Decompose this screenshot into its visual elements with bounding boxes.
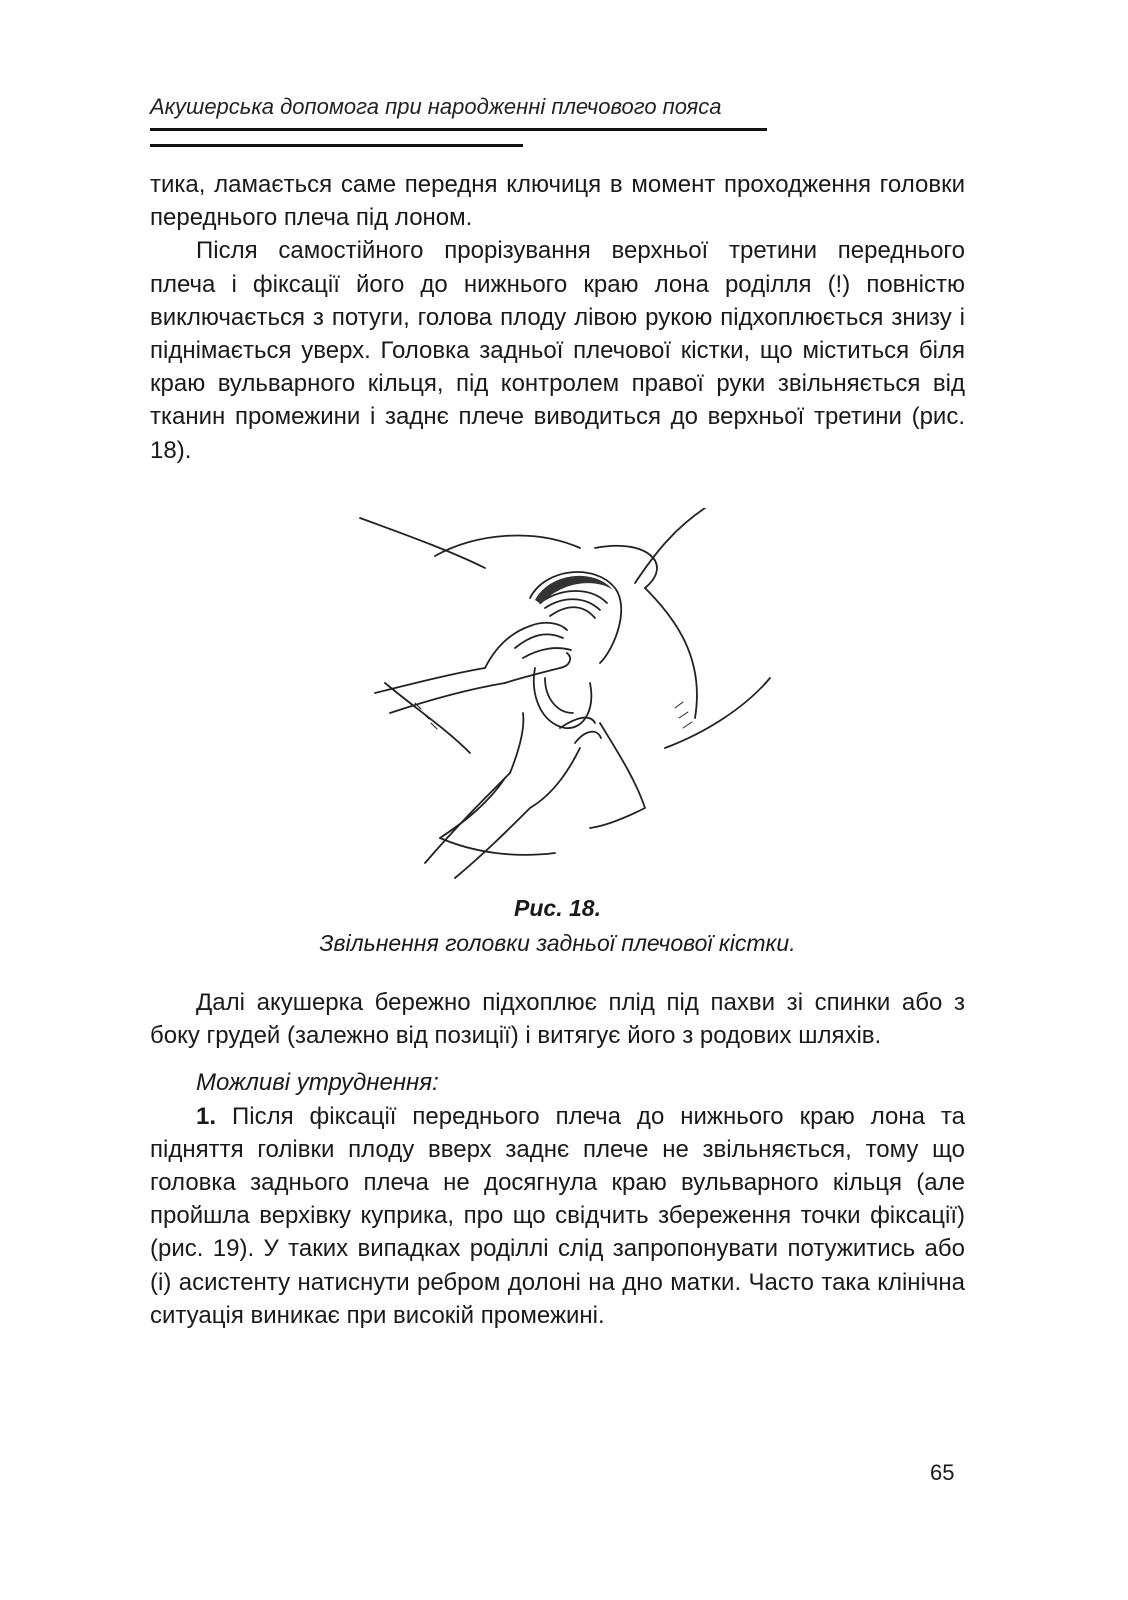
lower-text-block — [150, 986, 965, 1332]
header-rule-short — [150, 144, 523, 147]
page-number: 65 — [930, 1460, 955, 1485]
paragraph-main: Після самостійного прорізування верхньої третини переднього плеча і фіксації його до нижнього краю лона роділля (!) повністю виключається з потуги, голова плоду лівою рукою підхоплюється знизу і піднімається уверх. Головка задньої плечової кістки, що міститься біля краю вульварного кільця, під контролем правої руки звільняється від тканин промежини і заднє плече виводиться до верхньої третини (рис. 18). — [150, 237, 965, 464]
header-rule-long — [150, 128, 767, 131]
difficulty-item-text: Після фіксації переднього плеча до нижнього краю лона та підняття голівки плоду вверх заднє плече не звільняється, тому що головка заднього плеча не досягнула краю вульварного кільця (але пройшла верхівку куприка, про що свідчить збереження точки фіксації) (рис. 19). У таких випадках роділлі слід запропонувати потужитись або (і) асистенту натиснути ребром долоні на дно матки. Часто така клінічна ситуація виникає при високій промежині. — [150, 1102, 966, 1329]
figure-number: Рис. 18. — [514, 895, 601, 921]
running-header: Акушерська допомога при народженні плечового пояса — [150, 94, 722, 119]
difficulty-item-1 — [150, 1100, 965, 1332]
paragraph-continuation: тика, ламається саме передня ключиця в момент проходження головки переднього плеча під лоном. — [150, 171, 965, 232]
figure-caption: Звільнення головки задньої плечової кістки. — [319, 930, 796, 956]
paragraph-after-figure: Далі акушерка бережно підхоплює плід під пахви зі спинки або з боку грудей (залежно від позиції) і витягує його з родових шляхів. — [150, 989, 965, 1050]
difficulties-heading: Можливі утруднення: — [196, 1069, 439, 1097]
difficulty-item-number: 1. — [196, 1102, 217, 1130]
figure-illustration — [345, 508, 795, 888]
top-text-block — [150, 168, 965, 467]
